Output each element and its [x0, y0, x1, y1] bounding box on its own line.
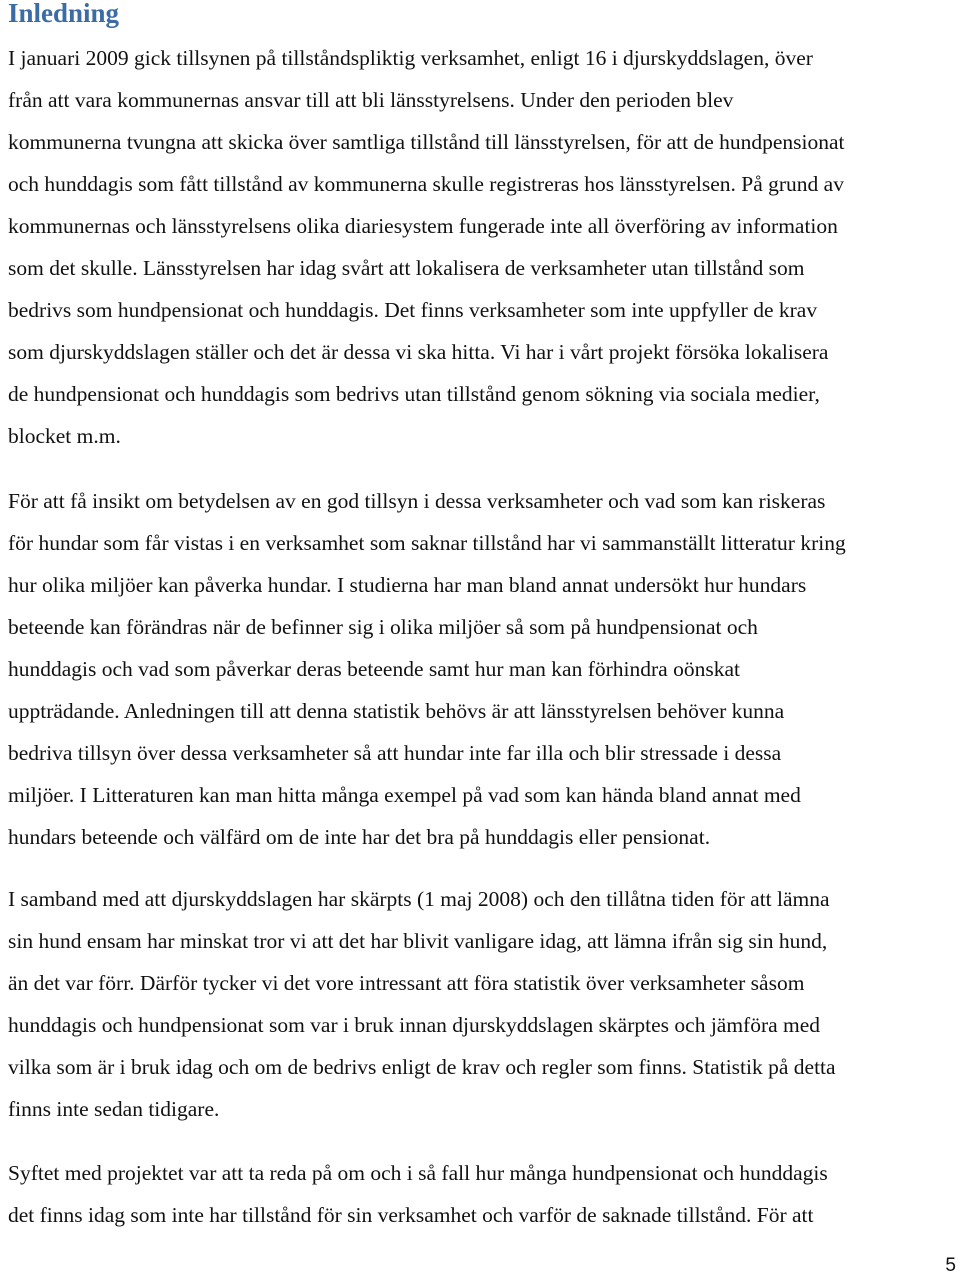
text-line: I samband med att djurskyddslagen har skärpts (1 maj 2008) och den tillåtna tiden för att lämna: [8, 887, 830, 911]
text-line: blocket m.m.: [8, 424, 121, 448]
text-line: beteende kan förändras när de befinner sig i olika miljöer så som på hundpensionat och: [8, 615, 758, 639]
text-line: från att vara kommunernas ansvar till att bli länsstyrelsens. Under den perioden blev: [8, 88, 734, 112]
text-line: de hundpensionat och hunddagis som bedrivs utan tillstånd genom sökning via sociala medier,: [8, 382, 820, 406]
text-line: Syftet med projektet var att ta reda på om och i så fall hur många hundpensionat och hunddagis: [8, 1161, 828, 1185]
page-number: 5: [945, 1255, 956, 1276]
text-line: det finns idag som inte har tillstånd för sin verksamhet och varför de saknade tillstånd. För att: [8, 1203, 814, 1227]
paragraph-4: [8, 1152, 960, 1236]
text-line: I januari 2009 gick tillsynen på tillståndspliktig verksamhet, enligt 16 i djurskyddslagen, över: [8, 46, 813, 70]
paragraph-1: [8, 37, 960, 457]
text-line: och hunddagis som fått tillstånd av kommunerna skulle registreras hos länsstyrelsen. På grund av: [8, 172, 844, 196]
text-line: som djurskyddslagen ställer och det är dessa vi ska hitta. Vi har i vårt projekt försöka lokalisera: [8, 340, 829, 364]
text-line: som det skulle. Länsstyrelsen har idag svårt att lokalisera de verksamheter utan tillstånd som: [8, 256, 805, 280]
text-line: bedrivs som hundpensionat och hunddagis. Det finns verksamheter som inte uppfyller de krav: [8, 298, 818, 322]
text-line: uppträdande. Anledningen till att denna statistik behövs är att länsstyrelsen behöver kunna: [8, 699, 785, 723]
text-line: hunddagis och vad som påverkar deras beteende samt hur man kan förhindra oönskat: [8, 657, 740, 681]
paragraph-2: [8, 480, 960, 858]
text-line: än det var förr. Därför tycker vi det vore intressant att föra statistik över verksamheter såsom: [8, 971, 805, 995]
text-line: sin hund ensam har minskat tror vi att det har blivit vanligare idag, att lämna ifrån sig sin hund,: [8, 929, 828, 953]
text-line: miljöer. I Litteraturen kan man hitta många exempel på vad som kan hända bland annat med: [8, 783, 801, 807]
text-line: hundars beteende och välfärd om de inte har det bra på hunddagis eller pensionat.: [8, 825, 711, 849]
text-line: kommunernas och länsstyrelsens olika diariesystem fungerade inte all överföring av information: [8, 214, 838, 238]
text-line: hunddagis och hundpensionat som var i bruk innan djurskyddslagen skärptes och jämföra med: [8, 1013, 821, 1037]
text-line: vilka som är i bruk idag och om de bedrivs enligt de krav och regler som finns. Statistik på detta: [8, 1055, 836, 1079]
section-heading: Inledning: [8, 0, 120, 28]
text-line: bedriva tillsyn över dessa verksamheter så att hundar inte far illa och blir stressade i dessa: [8, 741, 782, 765]
text-line: kommunerna tvungna att skicka över samtliga tillstånd till länsstyrelsen, för att de hundpensionat: [8, 130, 845, 154]
text-line: För att få insikt om betydelsen av en god tillsyn i dessa verksamheter och vad som kan riskeras: [8, 489, 826, 513]
text-line: finns inte sedan tidigare.: [8, 1097, 220, 1121]
paragraph-3: [8, 878, 960, 1130]
text-line: för hundar som får vistas i en verksamhet som saknar tillstånd har vi sammanställt litteratur kring: [8, 531, 846, 555]
text-line: hur olika miljöer kan påverka hundar. I studierna har man bland annat undersökt hur hundars: [8, 573, 807, 597]
